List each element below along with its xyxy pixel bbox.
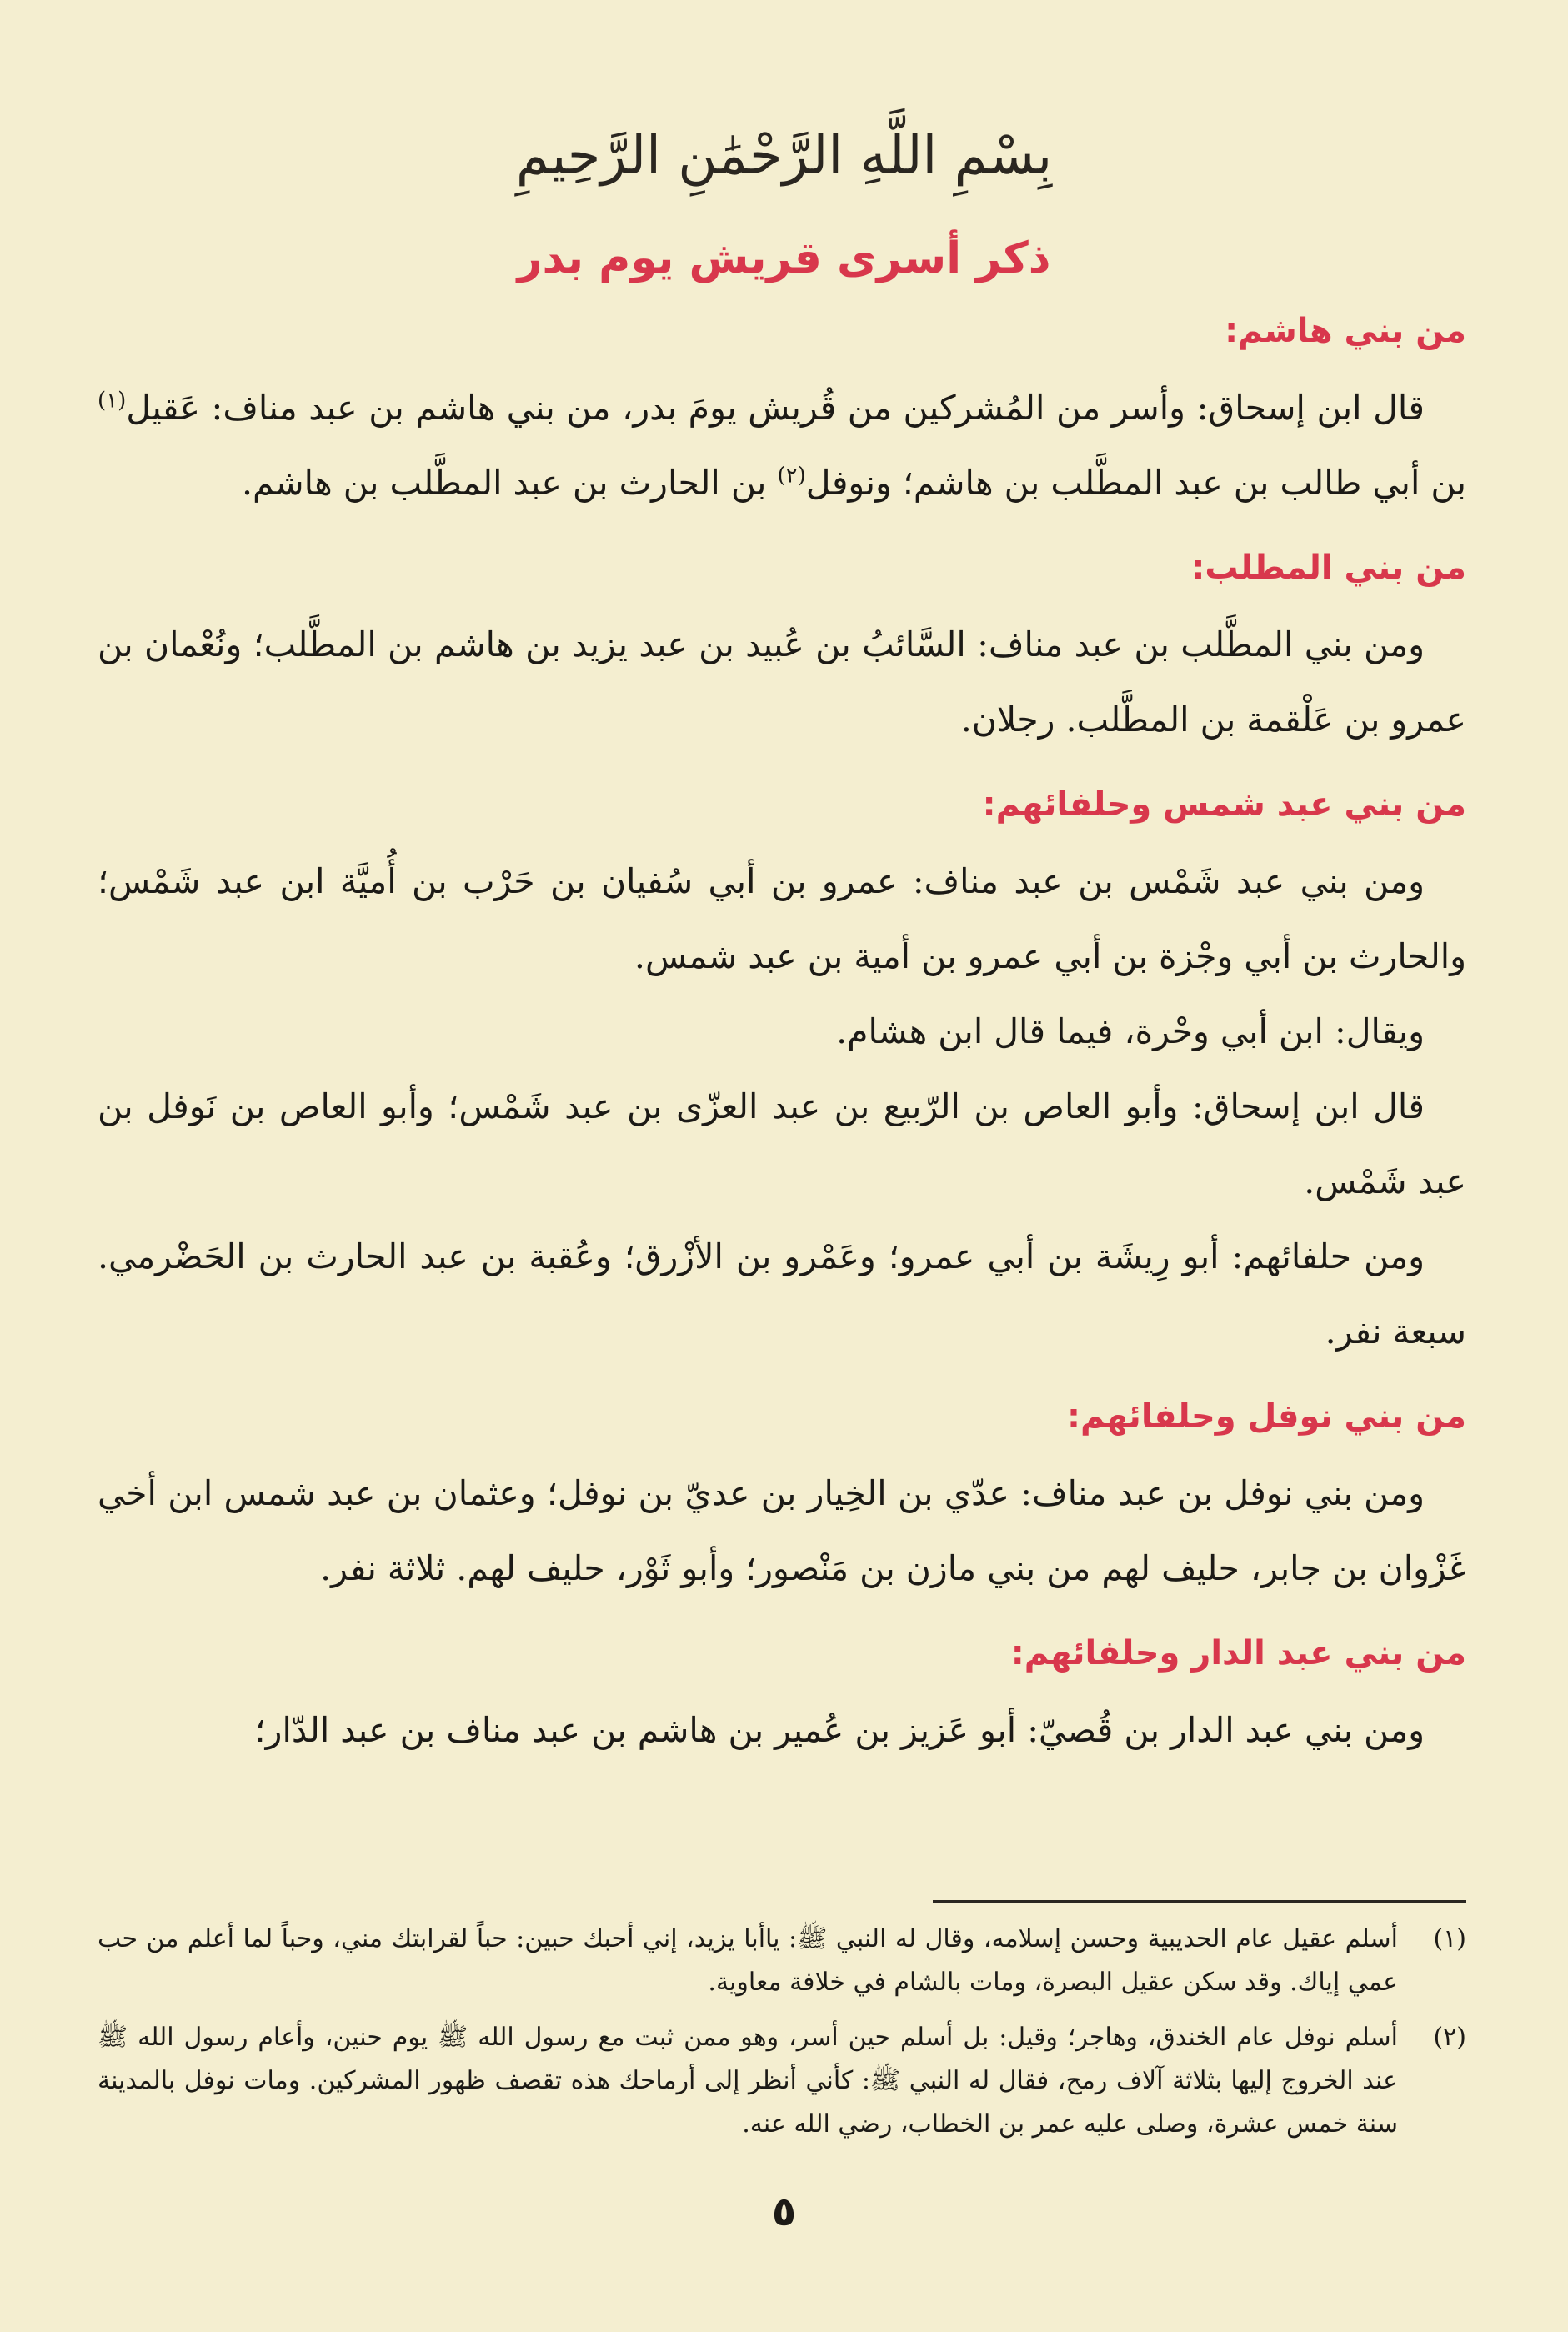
chapter-title: ذكر أسرى قريش يوم بدر — [517, 233, 1051, 283]
section-bani-abd-al-dar — [98, 1629, 1466, 1768]
paragraph: قال ابن إسحاق: وأبو العاص بن الرّبيع بن عبد العزّى بن عبد شَمْس؛ وأبو العاص بن نَوفل بن عبد شَمْس. — [98, 1086, 1466, 1201]
footnote-number: (٢) — [1433, 2023, 1466, 2052]
paragraph: ومن بني عبد الدار بن قُصيّ: أبو عَزيز بن عُمير بن هاشم بن عبد مناف بن عبد الدّار؛ — [254, 1710, 1425, 1750]
footnote-number: (١) — [1433, 1924, 1466, 1953]
section-bani-nawfal — [98, 1392, 1466, 1606]
footnotes — [98, 1918, 1466, 2158]
section-bani-al-muttalib — [98, 544, 1466, 757]
footnote-text: أسلم نوفل عام الخندق، وهاجر؛ وقيل: بل أسلم حين أسر، وهو ممن ثبت مع رسول الله ﷺ يوم حنين، وأعام رسول الله ﷺ عند الخروج إليها بثلاثة آلاف رمح، فقال له النبي ﷺ: كأني أنظر إلى أرماحك هذه تقصف ظهور المشركين. ومات نوفل بالمدينة سنة خمس عشرة، وصلى عليه عمر بن الخطاب، رضي الله عنه. — [98, 2023, 1398, 2139]
section-heading: من بني عبد الدار وحلفائهم: — [1010, 1634, 1466, 1673]
section-heading: من بني هاشم: — [1225, 312, 1466, 350]
footnote-divider — [933, 1900, 1466, 1903]
section-heading: من بني المطلب: — [1191, 549, 1466, 587]
main-text — [98, 307, 1466, 1791]
footnote-ref-1[interactable]: (١) — [98, 388, 127, 414]
paragraph-text: بن أبي طالب بن عبد المطَّلب بن هاشم؛ ونوفل — [805, 463, 1466, 503]
footnote-ref-2[interactable]: (٢) — [777, 463, 806, 489]
section-bani-abd-shams — [98, 780, 1466, 1369]
footnote-1 — [98, 1918, 1466, 2004]
section-heading: من بني نوفل وحلفائهم: — [1067, 1397, 1466, 1436]
paragraph: ومن بني عبد شَمْس بن عبد مناف: عمرو بن أبي سُفيان بن حَرْب بن أُميَّة ابن عبد شَمْس؛ والحارث بن أبي وجْزة بن أبي عمرو بن أمية بن عبد شمس. — [98, 861, 1466, 976]
paragraph: ومن حلفائهم: أبو رِيشَة بن أبي عمرو؛ وعَمْرو بن الأزْرق؛ وعُقبة بن عبد الحارث بن الحَضْرمي. سبعة نفر. — [98, 1236, 1466, 1352]
paragraph-text: بن الحارث بن عبد المطَّلب بن هاشم. — [241, 463, 778, 503]
paragraph-text: قال ابن إسحاق: وأسر من المُشركين من قُريش يومَ بدر، من بني هاشم بن عبد مناف: عَقيل — [126, 388, 1425, 428]
paragraph: ويقال: ابن أبي وحْرة، فيما قال ابن هشام. — [836, 1011, 1425, 1051]
section-bani-hashim — [98, 307, 1466, 520]
paragraph: ومن بني نوفل بن عبد مناف: عدّي بن الخِيار بن عديّ بن نوفل؛ وعثمان بن عبد شمس ابن أخي غَزْوان بن جابر، حليف لهم من بني مازن بن مَنْصور؛ وأبو ثَوْر، حليف لهم. ثلاثة نفر. — [98, 1473, 1466, 1588]
footnote-text: أسلم عقيل عام الحديبية وحسن إسلامه، وقال له النبي ﷺ: ياأبا يزيد، إني أحبك حبين: حباً لقرابتك مني، وحباً لما أعلم من حب عمي إياك. وقد سكن عقيل البصرة، ومات بالشام في خلافة معاوية. — [98, 1924, 1398, 1997]
basmala-ornament: بِسْمِ اللَّهِ الرَّحْمَٰنِ الرَّحِيمِ — [515, 125, 1053, 187]
section-heading: من بني عبد شمس وحلفائهم: — [982, 785, 1466, 824]
paragraph: ومن بني المطَّلب بن عبد مناف: السَّائبُ بن عُبيد بن عبد يزيد بن هاشم بن المطَّلب؛ ونُعْمان بن عمرو بن عَلْقمة بن المطَّلب. رجلان. — [98, 624, 1466, 740]
footnote-2 — [98, 2016, 1466, 2146]
paragraph — [98, 370, 1466, 520]
page-number: ٥ — [771, 2189, 797, 2235]
